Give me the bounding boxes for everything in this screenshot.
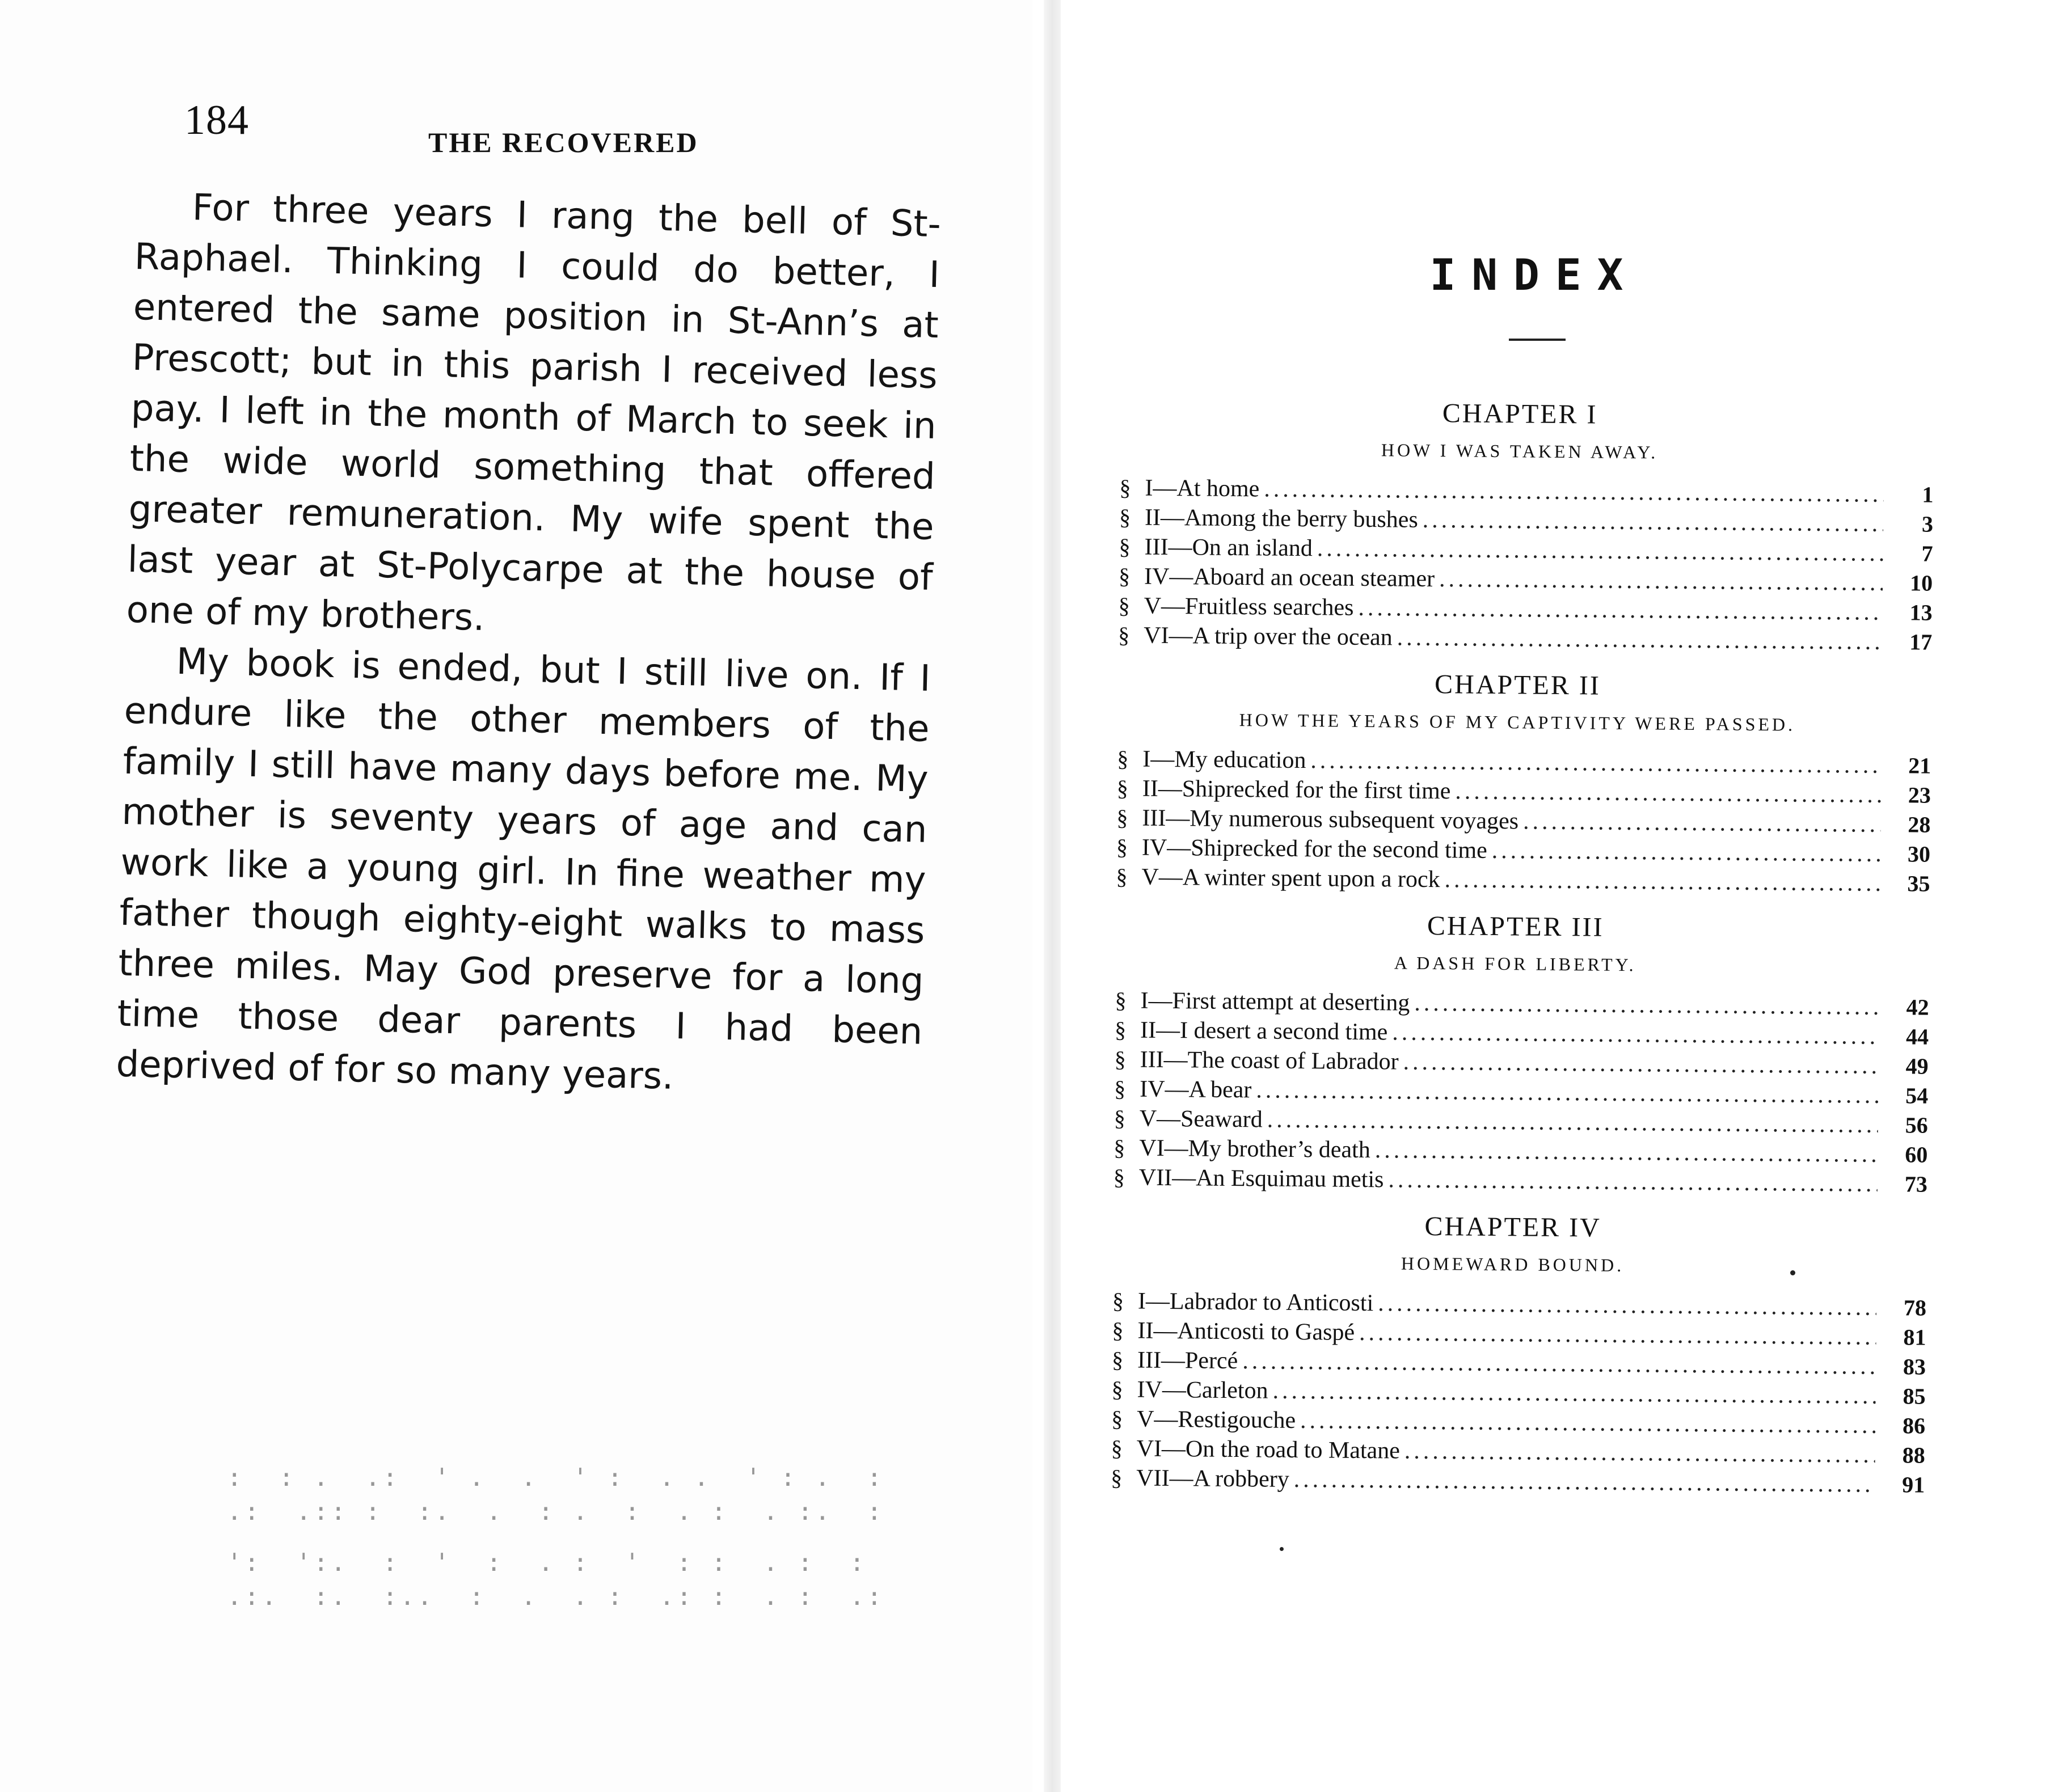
chapter-subtitle: HOMEWARD BOUND.: [1401, 1253, 1625, 1276]
entry-page-number: 28: [1908, 812, 1931, 838]
perforation-row: : : . .: ' . . ' : . . ' : . :: [227, 1463, 884, 1492]
entry-label: IV—Carleton: [1137, 1376, 1268, 1404]
entry-page-number: 60: [1905, 1142, 1928, 1168]
section-symbol: §: [1113, 1164, 1125, 1190]
section-symbol: §: [1114, 1076, 1126, 1102]
entry-page-number: 88: [1902, 1442, 1925, 1468]
chapter-heading: CHAPTER IV: [1424, 1211, 1602, 1243]
entry-page-number: 56: [1905, 1112, 1928, 1138]
index-list: [1096, 391, 1934, 1512]
entry-page-number: 35: [1907, 870, 1930, 897]
title-rule: [1509, 339, 1566, 341]
chapter-subtitle: HOW THE YEARS OF MY CAPTIVITY WERE PASSED.: [1239, 709, 1796, 735]
section-symbol: §: [1111, 1435, 1123, 1461]
ink-spot: [1790, 1270, 1795, 1275]
index-title: INDEX: [1429, 250, 1639, 300]
entry-page-number: 30: [1907, 841, 1931, 867]
entry-label: VI—On the road to Matane: [1136, 1435, 1401, 1464]
entry-label: I—Labrador to Anticosti: [1137, 1288, 1374, 1317]
section-symbol: §: [1112, 1288, 1124, 1314]
dot-leader: [1310, 746, 1881, 780]
dot-leader: [1397, 623, 1883, 656]
section-symbol: §: [1116, 834, 1128, 860]
section-symbol: §: [1117, 746, 1129, 772]
section-symbol: §: [1114, 1017, 1127, 1043]
perforation-row: .:. :. :.. : . . : .: : . : .:: [227, 1582, 884, 1611]
entry-label: VII—A robbery: [1136, 1465, 1289, 1493]
chapter-block: [1102, 662, 1931, 899]
entry-page-number: 73: [1904, 1171, 1928, 1197]
section-symbol: §: [1111, 1406, 1123, 1432]
entry-label: III—The coast of Labrador: [1140, 1046, 1399, 1075]
dot-leader: [1403, 1047, 1878, 1081]
entry-label: I—My education: [1142, 746, 1306, 774]
perforation-row: ': ':. : ' : . : ' : : . : :: [227, 1548, 867, 1577]
entry-page-number: 10: [1909, 570, 1933, 596]
section-symbol: §: [1111, 1465, 1123, 1491]
dot-leader: [1359, 1318, 1876, 1352]
section-symbol: §: [1119, 504, 1131, 530]
section-symbol: §: [1118, 563, 1131, 589]
entry-page-number: 83: [1903, 1354, 1926, 1380]
entry-label: III—On an island: [1144, 534, 1313, 562]
section-symbol: §: [1114, 1046, 1126, 1072]
entry-label: IV—Shiprecked for the second time: [1141, 834, 1487, 864]
dot-leader: [1492, 836, 1881, 869]
dot-leader: [1256, 1075, 1878, 1110]
dot-leader: [1317, 534, 1883, 568]
dot-leader: [1264, 474, 1884, 509]
dot-leader: [1455, 776, 1881, 810]
dot-leader: [1414, 988, 1879, 1022]
section-symbol: §: [1116, 864, 1128, 890]
section-symbol: §: [1113, 1105, 1126, 1131]
entry-page-number: 85: [1903, 1383, 1926, 1409]
dot-leader: [1423, 505, 1884, 539]
entry-page-number: 91: [1902, 1472, 1925, 1498]
dot-leader: [1300, 1406, 1875, 1440]
perforation-row: .: .:: : :. . : . : . : . :. :: [227, 1497, 884, 1526]
chapter-heading: CHAPTER I: [1442, 398, 1598, 430]
entry-page-number: 86: [1902, 1413, 1926, 1439]
entry-page-number: 81: [1903, 1324, 1926, 1350]
dot-leader: [1439, 564, 1883, 598]
chapter-subtitle: HOW I WAS TAKEN AWAY.: [1381, 439, 1659, 463]
entry-page-number: 21: [1908, 753, 1931, 779]
section-symbol: §: [1118, 593, 1130, 619]
entry-page-number: 78: [1903, 1295, 1927, 1321]
dot-leader: [1523, 806, 1881, 839]
entry-label: VI—My brother’s death: [1139, 1135, 1371, 1164]
entry-label: I—At home: [1145, 475, 1260, 502]
entry-label: V—Fruitless searches: [1144, 593, 1354, 621]
section-symbol: §: [1119, 534, 1131, 560]
entry-label: V—A winter spent upon a rock: [1141, 864, 1440, 893]
chapter-subtitle: A DASH FOR LIBERTY.: [1394, 952, 1636, 975]
section-symbol: §: [1116, 775, 1129, 801]
paragraph: My book is ended, but I still live on. If I endure like the other members of the family I still have many days before me. My mother is seventy years of age and can work like a young girl. In fine weather my father though eighty-eight walks to mass three miles. May God preserve for a long time those dear parents I had been deprived of for so many years.: [115, 640, 931, 1098]
entry-page-number: 1: [1922, 481, 1934, 508]
section-symbol: §: [1119, 475, 1131, 501]
entry-label: II—Shiprecked for the first time: [1142, 775, 1451, 805]
entry-page-number: 17: [1909, 629, 1933, 655]
entry-page-number: 44: [1905, 1024, 1929, 1050]
entry-label: III—Percé: [1137, 1347, 1238, 1375]
entry-label: IV—A bear: [1140, 1076, 1252, 1104]
entry-label: IV—Aboard an ocean steamer: [1144, 563, 1435, 593]
dot-leader: [1388, 1165, 1878, 1199]
chapter-block: [1096, 1204, 1927, 1500]
entry-label: I—First attempt at deserting: [1140, 987, 1410, 1016]
entry-label: II—Among the berry bushes: [1144, 504, 1418, 533]
dot-leader: [1378, 1288, 1876, 1322]
ink-spot: [1280, 1547, 1284, 1551]
dot-leader: [1272, 1376, 1875, 1411]
dot-leader: [1267, 1105, 1878, 1140]
entry-label: V—Seaward: [1139, 1105, 1263, 1133]
entry-page-number: 23: [1908, 782, 1931, 808]
section-symbol: §: [1115, 987, 1127, 1013]
dot-leader: [1375, 1135, 1878, 1169]
gutter: [1044, 0, 1061, 1792]
chapter-heading: CHAPTER II: [1434, 669, 1601, 701]
entry-page-number: 13: [1909, 599, 1933, 625]
section-symbol: §: [1112, 1317, 1124, 1343]
chapter-heading: CHAPTER III: [1427, 910, 1604, 943]
running-title: THE RECOVERED: [428, 126, 699, 158]
chapter-block: [1104, 391, 1934, 657]
entry-page-number: 54: [1905, 1083, 1929, 1109]
dot-leader: [1404, 1436, 1875, 1470]
dot-leader: [1293, 1465, 1875, 1499]
entry-page-number: 42: [1906, 994, 1929, 1020]
entry-label: VI—A trip over the ocean: [1144, 622, 1393, 651]
dot-leader: [1358, 593, 1883, 627]
paragraph: For three years I rang the bell of St-Raphael. Thinking I could do better, I entered the same position in St-Ann’s at Prescott; but in this parish I received less pay. I left in the month of March to seek in the wide world something that offered greater remuneration. My wife spent the last year at St-Polycarpe at the house of one of my brothers.: [126, 187, 942, 640]
entry-label: III—My numerous subsequent voyages: [1142, 805, 1519, 835]
section-symbol: §: [1113, 1135, 1125, 1161]
section-symbol: §: [1118, 622, 1130, 648]
chapter-block: [1099, 904, 1930, 1199]
entry-page-number: 7: [1921, 540, 1933, 567]
dot-leader: [1392, 1017, 1879, 1051]
running-head: [184, 96, 978, 158]
dot-leader: [1444, 865, 1880, 898]
page-number: 184: [184, 97, 249, 143]
perforated-stamp: [227, 1452, 884, 1645]
entry-label: II—Anticosti to Gaspé: [1137, 1317, 1355, 1346]
entry-page-number: 49: [1905, 1053, 1929, 1079]
right-page: [1061, 0, 2050, 1792]
section-symbol: §: [1116, 805, 1128, 831]
entry-page-number: 3: [1921, 511, 1934, 537]
entry-label: V—Restigouche: [1136, 1406, 1296, 1434]
section-symbol: §: [1111, 1347, 1124, 1373]
entry-label: VII—An Esquimau metis: [1138, 1164, 1384, 1193]
entry-label: II—I desert a second time: [1140, 1017, 1388, 1046]
body-text: [116, 181, 942, 1108]
section-symbol: §: [1111, 1376, 1123, 1402]
